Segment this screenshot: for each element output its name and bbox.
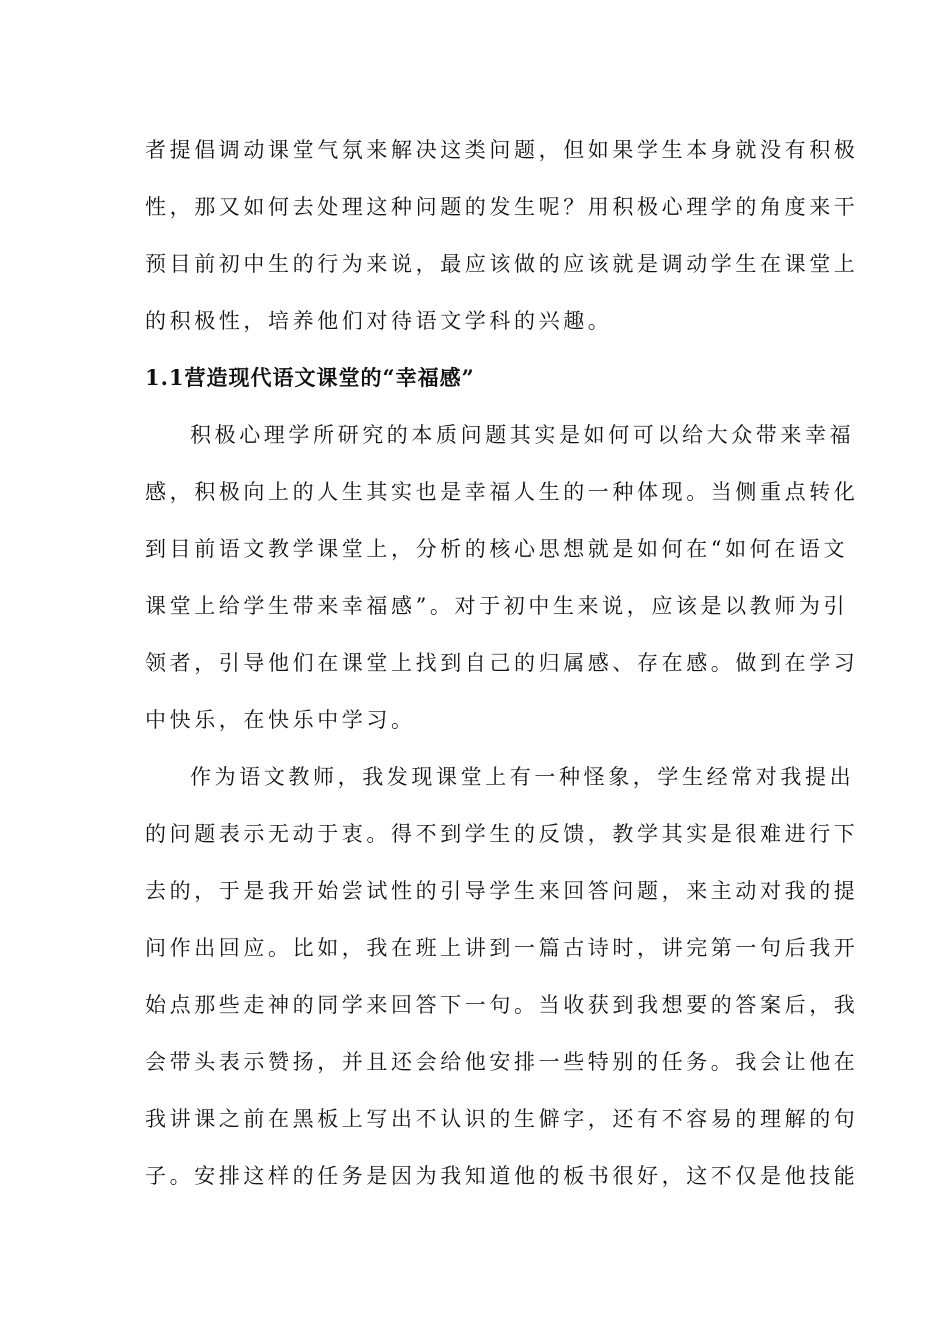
paragraph-3-line-6: 会带头表示赞扬，并且还会给他安排一些特别的任务。我会让他在: [145, 1050, 859, 1074]
paragraph-3-line-4: 问作出回应。比如，我在班上讲到一篇古诗时，讲完第一句后我开: [145, 936, 859, 960]
paragraph-1-line-4: 的积极性，培养他们对待语文学科的兴趣。: [145, 309, 613, 333]
paragraph-2-line-3: 到目前语文教学课堂上，分析的核心思想就是如何在“如何在语文: [145, 537, 849, 561]
paragraph-2-line-5: 领者，引导他们在课堂上找到自己的归属感、存在感。做到在学习: [145, 651, 859, 675]
paragraph-3-line-1: 作为语文教师，我发现课堂上有一种怪象，学生经常对我提出: [190, 765, 855, 789]
paragraph-2-line-6: 中快乐，在快乐中学习。: [145, 708, 416, 732]
paragraph-2-line-1: 积极心理学所研究的本质问题其实是如何可以给大众带来幸福: [190, 423, 855, 447]
paragraph-3-line-2: 的问题表示无动于衷。得不到学生的反馈，教学其实是很难进行下: [145, 822, 859, 846]
paragraph-3-line-8: 子。安排这样的任务是因为我知道他的板书很好，这不仅是他技能: [145, 1164, 859, 1188]
paragraph-2-line-4: 课堂上给学生带来幸福感”。对于初中生来说，应该是以教师为引: [145, 594, 849, 618]
paragraph-3-line-3: 去的，于是我开始尝试性的引导学生来回答问题，来主动对我的提: [145, 879, 859, 903]
paragraph-1-line-2: 性，那又如何去处理这种问题的发生呢？用积极心理学的角度来干: [145, 195, 859, 219]
paragraph-3-line-5: 始点那些走神的同学来回答下一句。当收获到我想要的答案后，我: [145, 993, 859, 1017]
paragraph-1-line-3: 预目前初中生的行为来说，最应该做的应该就是调动学生在课堂上: [145, 252, 859, 276]
paragraph-1-line-1: 者提倡调动课堂气氛来解决这类问题，但如果学生本身就没有积极: [145, 138, 859, 162]
paragraph-2-line-2: 感，积极向上的人生其实也是幸福人生的一种体现。当侧重点转化: [145, 480, 859, 504]
paragraph-3-line-7: 我讲课之前在黑板上写出不认识的生僻字，还有不容易的理解的句: [145, 1107, 859, 1131]
section-heading: 1.1营造现代语文课堂的“幸福感”: [145, 365, 475, 390]
